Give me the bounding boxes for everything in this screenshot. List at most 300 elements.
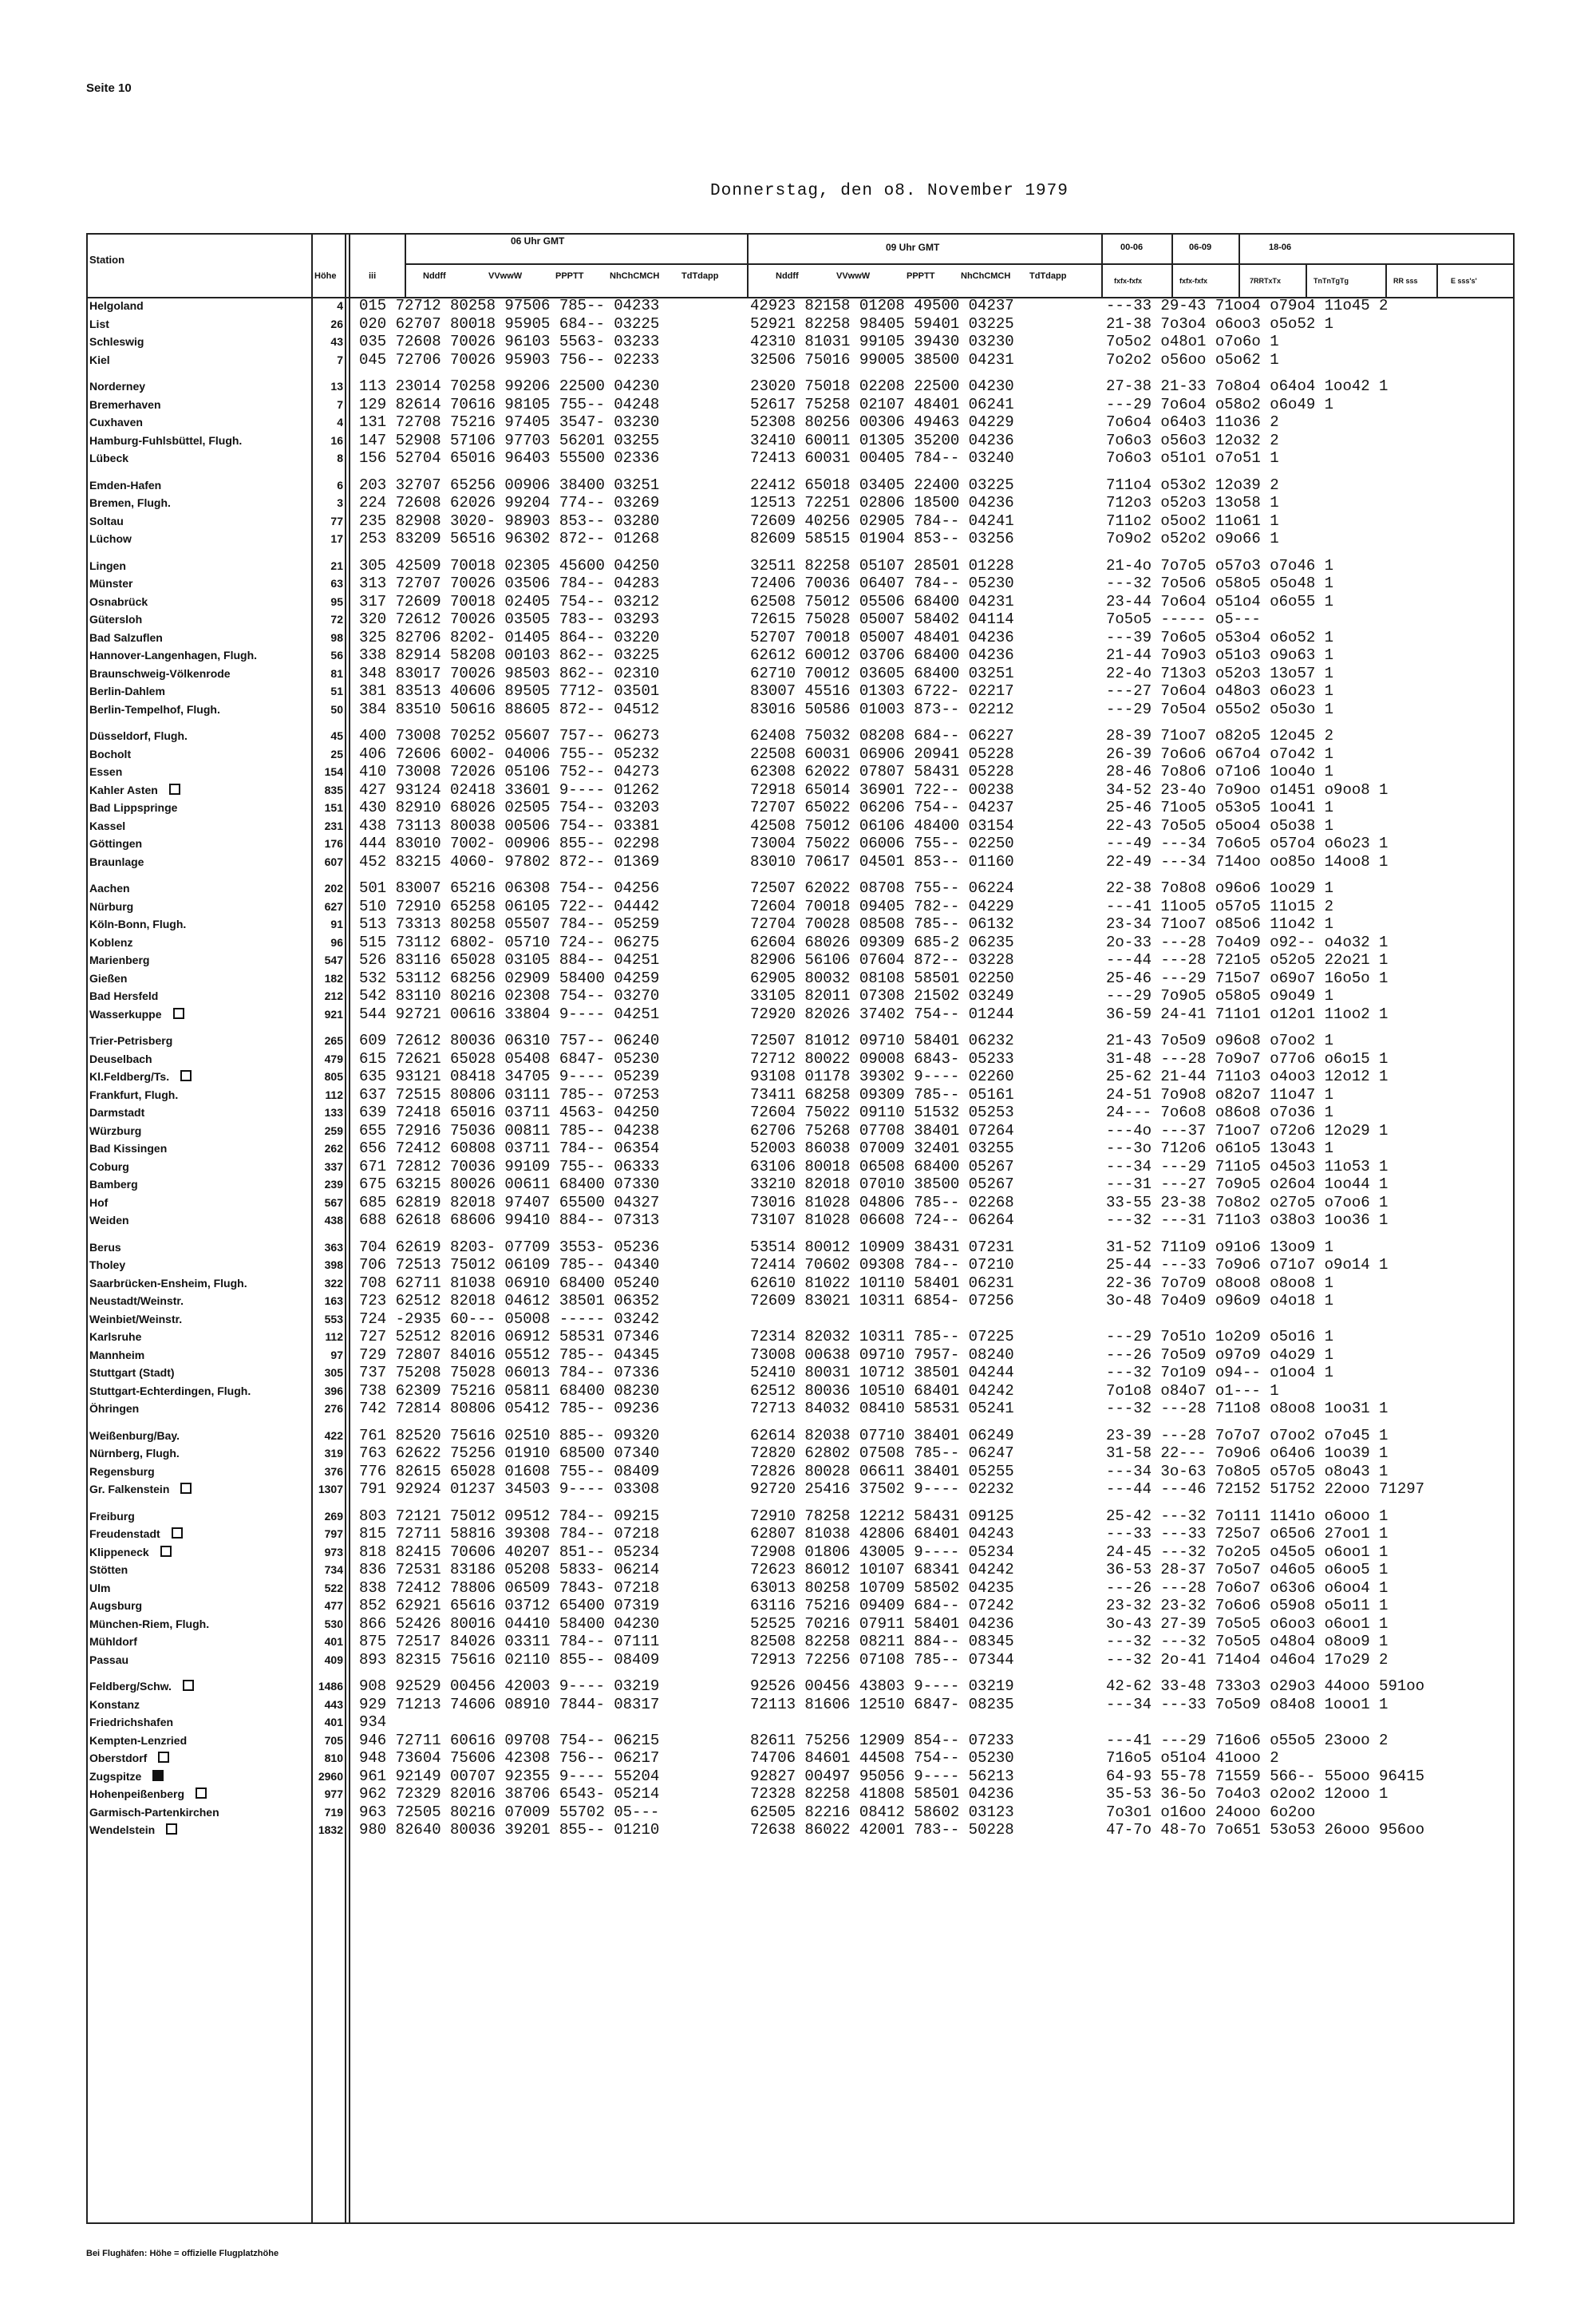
station-label: München-Riem, Flugh. xyxy=(89,1617,210,1630)
station-height: 133 xyxy=(324,1106,343,1119)
station-label: Kiel xyxy=(89,353,110,366)
station-label: Mannheim xyxy=(89,1348,145,1361)
extremes-values: ---34 ---29 711o5 o45o3 11o53 1 xyxy=(1106,1157,1389,1175)
filled-square-icon xyxy=(152,1770,164,1781)
obs-06-values: 706 72513 75012 06109 785-- 04340 xyxy=(359,1256,660,1274)
station-label: Cuxhaven xyxy=(89,416,143,429)
report-date: Donnerstag, den o8. November 1979 xyxy=(710,182,1069,200)
obs-06-values: 325 82706 8202- 01405 864-- 03220 xyxy=(359,628,660,646)
station-label: Göttingen xyxy=(89,837,143,850)
station-height: 376 xyxy=(324,1464,343,1478)
obs-06-values: 317 72609 70018 02405 754-- 03212 xyxy=(359,592,660,610)
obs-06-values: 129 82614 70616 98105 755-- 04248 xyxy=(359,395,660,413)
station-height: 51 xyxy=(330,685,343,697)
obs-06-values: 948 73604 75606 42308 756-- 06217 xyxy=(359,1749,660,1767)
station-label: Oberstdorf xyxy=(89,1752,148,1764)
obs-06-values: 729 72807 84016 05512 785-- 04345 xyxy=(359,1345,660,1364)
group-gap xyxy=(359,1023,659,1032)
obs-09-values: 73016 81028 04806 785-- 02268 xyxy=(750,1193,1014,1211)
extremes-values: 712o3 o52o3 13o58 1 xyxy=(1106,494,1279,512)
station-name xyxy=(86,1140,311,1158)
station-label: Norderney xyxy=(89,380,146,393)
station-height: 1307 xyxy=(318,1483,343,1495)
station-name xyxy=(86,1068,311,1086)
group-gap xyxy=(86,1230,311,1238)
obs-09-values: 23020 75018 02208 22500 04230 xyxy=(750,377,1014,395)
station-label: Deuselbach xyxy=(89,1052,152,1065)
extremes-values: ---32 ---28 711o8 o8oo8 1oo31 1 xyxy=(1106,1400,1389,1417)
obs-09-values: 72414 70602 09308 784-- 07210 xyxy=(750,1256,1014,1274)
extremes-values: 25-46 ---29 715o7 o69o7 16o5o 1 xyxy=(1106,969,1389,987)
station-height: 265 xyxy=(324,1034,343,1047)
obs-09-values: 52410 80031 10712 38501 04244 xyxy=(750,1364,1014,1381)
station-label: Bad Salzuflen xyxy=(89,630,163,644)
group-gap xyxy=(86,871,311,879)
obs-06-values: 838 72412 78806 06509 7843- 07218 xyxy=(359,1578,660,1597)
rule-iii xyxy=(405,233,406,297)
station-label: Helgoland xyxy=(89,299,144,312)
extremes-values: 3o-48 7o4o9 o96o9 o4o18 1 xyxy=(1106,1292,1334,1309)
obs-06-values: 818 82415 70606 40207 851-- 05234 xyxy=(359,1543,660,1561)
header-period-18-06: 18-06 xyxy=(1269,243,1292,252)
extremes-values: 36-53 28-37 7o5o7 o46o5 o6oo5 1 xyxy=(1106,1561,1389,1578)
extremes-values: 711o2 o5oo2 11o61 1 xyxy=(1106,512,1279,530)
station-height: 3 xyxy=(337,496,343,509)
station-name xyxy=(86,512,311,531)
station-label: Hohenpeißenberg xyxy=(89,1787,185,1800)
group-gap xyxy=(86,718,311,727)
obs-09-values: 52921 82258 98405 59401 03225 xyxy=(750,314,1014,333)
station-height: 7 xyxy=(337,353,343,366)
extremes-values: 23-34 71oo7 o85o6 11o42 1 xyxy=(1106,915,1334,933)
obs-06-values: 962 72329 82016 38706 6543- 05214 xyxy=(359,1785,660,1803)
group-gap xyxy=(1106,1499,1424,1507)
extremes-values: ---29 7o6o4 o58o2 o6o49 1 xyxy=(1106,395,1334,413)
station-name xyxy=(86,593,311,611)
obs-06-values: 655 72916 75036 00811 785-- 04238 xyxy=(359,1121,660,1140)
station-label: Lübeck xyxy=(89,452,129,464)
station-name xyxy=(86,1749,311,1768)
rule-height xyxy=(345,233,346,2224)
extremes-values: 23-39 ---28 7o7o7 o7oo2 o7o45 1 xyxy=(1106,1426,1389,1444)
extremes-values: ---4o ---37 71oo7 o72o6 12o29 1 xyxy=(1106,1121,1389,1140)
station-height: 401 xyxy=(324,1635,343,1648)
extremes-values: 24--- 7o6o8 o86o8 o7o36 1 xyxy=(1106,1104,1334,1121)
obs-06-values: 635 93121 08418 34705 9---- 05239 xyxy=(359,1068,660,1085)
obs-06-values: 510 72910 65258 06105 722-- 04442 xyxy=(359,897,660,915)
station-label: Hamburg-Fuhlsbüttel, Flugh. xyxy=(89,433,243,447)
square-icon xyxy=(166,1823,177,1835)
obs-06-values: 708 62711 81038 06910 68400 05240 xyxy=(359,1274,660,1292)
station-height: 530 xyxy=(324,1617,343,1630)
station-label: Aachen xyxy=(89,882,130,895)
station-name xyxy=(86,763,311,781)
obs-09-values: 72638 86022 42001 783-- 50228 xyxy=(750,1821,1014,1839)
obs-09-values: 72707 65022 06206 754-- 04237 xyxy=(750,799,1014,816)
station-height: 319 xyxy=(324,1447,343,1460)
extremes-values: 42-62 33-48 733o3 o29o3 44ooo 591oo xyxy=(1106,1677,1425,1695)
station-height: 269 xyxy=(324,1509,343,1523)
obs-09-values xyxy=(750,1713,1014,1732)
station-name xyxy=(86,610,311,629)
group-gap xyxy=(313,1023,343,1032)
obs-09-values: 62706 75268 07708 38401 07264 xyxy=(750,1121,1014,1140)
obs-09-values: 72413 60031 00405 784-- 03240 xyxy=(750,449,1014,467)
extremes-values: ---34 ---33 7o5o9 o84o8 1ooo1 1 xyxy=(1106,1695,1389,1713)
station-height: 43 xyxy=(330,335,343,348)
station-height: 396 xyxy=(324,1384,343,1397)
station-label: Nürnberg, Flugh. xyxy=(89,1447,180,1460)
group-gap xyxy=(313,1669,343,1677)
station-height: 77 xyxy=(330,514,343,527)
station-name xyxy=(86,727,311,745)
extremes-values: 7o6o4 o64o3 11o36 2 xyxy=(1106,413,1279,431)
obs-09-values: 83010 70617 04501 853-- 01160 xyxy=(750,852,1014,871)
station-label: Emden-Hafen xyxy=(89,478,162,492)
obs-09-values: 72609 83021 10311 6854- 07256 xyxy=(750,1292,1014,1309)
extremes-values: 26-39 7o6o6 o67o4 o7o42 1 xyxy=(1106,745,1334,763)
group-gap xyxy=(1106,718,1424,727)
group-gap xyxy=(313,1230,343,1238)
obs-06-values: 836 72531 83186 05208 5833- 06214 xyxy=(359,1561,660,1578)
group-gap xyxy=(750,1418,1014,1427)
obs-06-values: 156 52704 65016 96403 55500 02336 xyxy=(359,449,660,467)
station-name xyxy=(86,835,311,853)
station-name xyxy=(86,413,311,432)
obs-09-values: 72507 81012 09710 58401 06232 xyxy=(750,1032,1014,1049)
extremes-values: 716o5 o51o4 41ooo 2 xyxy=(1106,1749,1279,1767)
station-height: 422 xyxy=(324,1428,343,1442)
obs-06-values: 963 72505 80216 07009 55702 05--- xyxy=(359,1803,660,1821)
obs-06-values: 305 42509 70018 02305 45600 04250 xyxy=(359,556,660,575)
station-name xyxy=(86,476,311,495)
obs-06-values: 384 83510 50616 88605 872-- 04512 xyxy=(359,700,660,718)
station-label: Bamberg xyxy=(89,1178,138,1191)
station-name xyxy=(86,1310,311,1329)
station-height: 212 xyxy=(324,990,343,1002)
group-gap xyxy=(313,1418,343,1427)
obs-09-values: 72712 80022 09008 6843- 05233 xyxy=(750,1049,1014,1068)
group-gap xyxy=(86,369,311,377)
obs-09-values: 62710 70012 03605 68400 03251 xyxy=(750,664,1014,682)
obs-09-values: 74706 84601 44508 754-- 05230 xyxy=(750,1749,1014,1767)
header-iii: iii xyxy=(369,271,377,281)
page-number: Seite 10 xyxy=(86,81,132,95)
obs-09-values: 62612 60012 03706 68400 04236 xyxy=(750,646,1014,664)
station-column xyxy=(86,297,311,1839)
header-09-col-5: TdTdapp xyxy=(1029,271,1067,281)
station-name xyxy=(86,701,311,719)
station-label: Weinbiet/Weinstr. xyxy=(89,1312,183,1325)
rule-p5 xyxy=(1436,263,1438,297)
station-height: 734 xyxy=(324,1563,343,1576)
group-gap xyxy=(313,1499,343,1507)
height-column xyxy=(313,297,343,1839)
station-label: Mühldorf xyxy=(89,1635,137,1648)
extremes-values: 23-44 7o6o4 o51o4 o6o55 1 xyxy=(1106,592,1334,610)
extremes-values: 31-58 22--- 7o9o6 o64o6 1oo39 1 xyxy=(1106,1444,1389,1462)
station-label: Regensburg xyxy=(89,1464,155,1478)
station-height: 17 xyxy=(330,532,343,545)
obs-09-values: 82609 58515 01904 853-- 03256 xyxy=(750,530,1014,547)
station-name xyxy=(86,781,311,800)
group-gap xyxy=(359,718,659,727)
extremes-values xyxy=(1106,1713,1424,1732)
station-height: 45 xyxy=(330,729,343,742)
station-name xyxy=(86,1274,311,1293)
station-label: Lingen xyxy=(89,559,126,572)
obs-06-values: 131 72708 75216 97405 3547- 03230 xyxy=(359,413,660,431)
header-sub-06-09: fxfx-fxfx xyxy=(1179,277,1208,285)
obs-06-values: 400 73008 70252 05607 757-- 06273 xyxy=(359,727,660,745)
extremes-values: 24-51 7o9o8 o82o7 11o47 1 xyxy=(1106,1085,1334,1104)
station-name xyxy=(86,557,311,575)
station-height: 151 xyxy=(324,801,343,814)
obs-09-values: 72908 01806 43005 9---- 05234 xyxy=(750,1543,1014,1561)
station-name xyxy=(86,1238,311,1257)
obs-06-values: 723 62512 82018 04612 38501 06352 xyxy=(359,1292,660,1309)
header-06-col-5: TdTdapp xyxy=(681,271,719,281)
obs-06-values: 688 62618 68606 99410 884-- 07313 xyxy=(359,1211,660,1229)
station-height: 797 xyxy=(324,1527,343,1540)
obs-09-values: 92526 00456 43803 9---- 03219 xyxy=(750,1677,1014,1695)
station-label: Feldberg/Schw. xyxy=(89,1680,172,1693)
group-gap xyxy=(1106,548,1424,557)
obs-06-values: 893 82315 75616 02110 855-- 08409 xyxy=(359,1650,660,1669)
station-height: 7 xyxy=(337,397,343,411)
station-height: 627 xyxy=(324,899,343,913)
obs-09-values: 62614 82038 07710 38401 06249 xyxy=(750,1426,1014,1444)
station-height: 95 xyxy=(330,595,343,608)
rule-p1 xyxy=(1171,233,1173,297)
group-gap xyxy=(359,871,659,879)
obs-09-values: 63116 75216 09409 684-- 07242 xyxy=(750,1597,1014,1614)
station-name xyxy=(86,449,311,468)
obs-09-values: 72704 70028 08508 785-- 06132 xyxy=(750,915,1014,933)
obs-06-values: 685 62819 82018 97407 65500 04327 xyxy=(359,1193,660,1211)
obs-09-values: 42923 82158 01208 49500 04237 xyxy=(750,297,1014,314)
obs-09-values: 92720 25416 37502 9---- 02232 xyxy=(750,1480,1014,1498)
header-09-col-1: Nddff xyxy=(776,271,799,281)
station-name xyxy=(86,1597,311,1615)
station-height: 322 xyxy=(324,1276,343,1290)
obs-09-values: 82906 56106 07604 872-- 03228 xyxy=(750,951,1014,969)
station-height: 163 xyxy=(324,1294,343,1307)
station-name xyxy=(86,396,311,414)
group-gap xyxy=(359,369,659,377)
station-height: 91 xyxy=(330,918,343,930)
obs-06-values: 639 72418 65016 03711 4563- 04250 xyxy=(359,1104,660,1121)
extremes-values: 7o5o5 ----- o5--- xyxy=(1106,610,1261,628)
station-name xyxy=(86,1382,311,1400)
station-height: 607 xyxy=(324,855,343,868)
group-gap xyxy=(750,468,1014,476)
station-name xyxy=(86,1463,311,1481)
extremes-values: 31-52 711o9 o91o6 13oo9 1 xyxy=(1106,1238,1334,1256)
station-height: 4 xyxy=(337,416,343,429)
station-name xyxy=(86,1507,311,1526)
station-label: Ulm xyxy=(89,1581,111,1594)
extremes-values: ---31 ---27 7o9o5 o26o4 1oo44 1 xyxy=(1106,1175,1389,1193)
extremes-values: 33-55 23-38 7o8o2 o27o5 o7oo6 1 xyxy=(1106,1193,1389,1211)
obs-09-values: 42508 75012 06106 48400 03154 xyxy=(750,816,1014,835)
station-label: Kahler Asten xyxy=(89,783,158,796)
square-icon xyxy=(196,1787,207,1799)
header-06-col-3: PPPTT xyxy=(555,271,584,281)
obs-09-values: 32511 82258 05107 28501 01228 xyxy=(750,556,1014,575)
header-09-col-3: PPPTT xyxy=(907,271,935,281)
station-label: Berus xyxy=(89,1240,121,1254)
obs-09-values: 72314 82032 10311 785-- 07225 xyxy=(750,1328,1014,1345)
extremes-values: ---32 ---31 711o3 o38o3 1oo36 1 xyxy=(1106,1211,1389,1229)
extremes-values: ---39 7o6o5 o53o4 o6o52 1 xyxy=(1106,628,1334,646)
extremes-values: 34-52 23-4o 7o9oo o1451 o9oo8 1 xyxy=(1106,780,1389,799)
station-height: 26 xyxy=(330,317,343,330)
obs-09-values: 52308 80256 00306 49463 04229 xyxy=(750,413,1014,431)
station-name xyxy=(86,817,311,835)
obs-09-values: 42310 81031 99105 39430 03230 xyxy=(750,333,1014,350)
obs-09-values: 52707 70018 05007 48401 04236 xyxy=(750,628,1014,646)
station-name xyxy=(86,1211,311,1230)
station-height: 4 xyxy=(337,299,343,312)
obs-09-values: 62610 81022 10110 58401 06231 xyxy=(750,1274,1014,1292)
station-height: 154 xyxy=(324,765,343,778)
obs-06-values: 815 72711 58816 39308 784-- 07218 xyxy=(359,1525,660,1543)
obs-06-values: 615 72621 65028 05408 6847- 05230 xyxy=(359,1049,660,1068)
obs-09-values: 72604 75022 09110 51532 05253 xyxy=(750,1104,1014,1121)
obs-06-values: 113 23014 70258 99206 22500 04230 xyxy=(359,377,660,395)
extremes-values: 7o6o3 o51o1 o7o51 1 xyxy=(1106,449,1279,467)
station-height: 81 xyxy=(330,666,343,680)
obs-06-values: 501 83007 65216 06308 754-- 04256 xyxy=(359,879,660,897)
group-gap xyxy=(359,548,659,557)
station-height: 921 xyxy=(324,1007,343,1021)
station-name xyxy=(86,1364,311,1382)
obs-06-values: 738 62309 75216 05811 68400 08230 xyxy=(359,1381,660,1400)
extremes-values: 7o1o8 o84o7 o1--- 1 xyxy=(1106,1381,1279,1400)
obs-09-values: 62512 80036 10510 68401 04242 xyxy=(750,1381,1014,1400)
obs-06-values: 438 73113 80038 00506 754-- 03381 xyxy=(359,816,660,835)
extremes-values: 64-93 55-78 71559 566-- 55ooo 96415 xyxy=(1106,1767,1425,1785)
obs-06-values: 609 72612 80036 06310 757-- 06240 xyxy=(359,1032,660,1049)
station-height: 176 xyxy=(324,837,343,850)
extremes-values: ---44 ---46 72152 51752 22ooo 71297 xyxy=(1106,1480,1425,1498)
station-label: Tholey xyxy=(89,1258,126,1271)
station-label: Freiburg xyxy=(89,1509,135,1523)
obs-06-values: 427 93124 02418 33601 9---- 01262 xyxy=(359,780,660,799)
station-height: 1832 xyxy=(318,1823,343,1836)
group-gap xyxy=(86,548,311,557)
obs-09-values: 73004 75022 06006 755-- 02250 xyxy=(750,835,1014,852)
station-name xyxy=(86,1346,311,1365)
obs-06-values: 452 83215 4060- 97802 872-- 01369 xyxy=(359,852,660,871)
obs-09-values: 53514 80012 10909 38431 07231 xyxy=(750,1238,1014,1256)
station-label: Bad Lippspringe xyxy=(89,801,178,814)
station-height: 96 xyxy=(330,935,343,949)
group-gap xyxy=(313,718,343,727)
station-name xyxy=(86,1104,311,1122)
extremes-values: 36-59 24-41 711o1 o12o1 11oo2 1 xyxy=(1106,1005,1389,1023)
station-name xyxy=(86,1050,311,1069)
station-label: Stuttgart (Stadt) xyxy=(89,1366,175,1379)
station-name xyxy=(86,1543,311,1562)
station-name xyxy=(86,1444,311,1463)
station-height: 97 xyxy=(330,1348,343,1361)
obs-09-values: 72609 40256 02905 784-- 04241 xyxy=(750,512,1014,530)
station-height: 305 xyxy=(324,1366,343,1379)
group-gap xyxy=(86,468,311,476)
obs-06-values: 961 92149 00707 92355 9---- 55204 xyxy=(359,1767,660,1785)
obs-09-values: 22508 60031 06906 20941 05228 xyxy=(750,745,1014,763)
obs-09-values: 72910 78258 12212 58431 09125 xyxy=(750,1507,1014,1525)
rule-header-mid xyxy=(405,263,1515,265)
extremes-values: ---29 7o51o 1o2o9 o5o16 1 xyxy=(1106,1328,1334,1345)
station-height: 112 xyxy=(325,1330,343,1343)
station-label: Stuttgart-Echterdingen, Flugh. xyxy=(89,1384,251,1397)
station-label: Friedrichshafen xyxy=(89,1716,174,1728)
group-gap xyxy=(313,369,343,377)
extremes-values: 21-44 7o9o3 o51o3 o9o63 1 xyxy=(1106,646,1334,664)
header-time-06: 06 Uhr GMT xyxy=(511,235,565,247)
station-label: Hof xyxy=(89,1195,109,1209)
station-name xyxy=(86,1677,311,1696)
obs-09-values: 72820 62802 07508 785-- 06247 xyxy=(750,1444,1014,1462)
obs-09-values: 73107 81028 06608 724-- 06264 xyxy=(750,1211,1014,1229)
station-height: 98 xyxy=(330,630,343,644)
header-sub-18-06: 7RRTxTx xyxy=(1250,277,1282,285)
obs-06-values: 929 71213 74606 08910 7844- 08317 xyxy=(359,1695,660,1713)
extremes-values xyxy=(1106,1310,1424,1329)
station-name xyxy=(86,799,311,817)
group-gap xyxy=(313,871,343,879)
rule-p2 xyxy=(1238,233,1240,297)
group-gap xyxy=(750,718,1014,727)
obs-06-values: 724 -2935 60--- 05008 ----- 03242 xyxy=(359,1309,660,1328)
extremes-values: 7o6o3 o56o3 12o32 2 xyxy=(1106,431,1279,449)
obs-06-values: 866 52426 80016 04410 58400 04230 xyxy=(359,1614,660,1633)
group-gap xyxy=(86,1669,311,1677)
obs-06-values: 015 72712 80258 97506 785-- 04233 xyxy=(359,297,660,314)
station-height: 21 xyxy=(330,559,343,572)
extremes-values: 47-7o 48-7o 7o651 53o53 26ooo 956oo xyxy=(1106,1821,1425,1839)
obs-09-values: 72826 80028 06611 38401 05255 xyxy=(750,1462,1014,1480)
header-period-06-09: 06-09 xyxy=(1189,243,1212,252)
extremes-values: 21-4o 7o7o5 o57o3 o7o46 1 xyxy=(1106,556,1334,575)
square-icon xyxy=(158,1752,169,1763)
station-name xyxy=(86,1803,311,1822)
station-label: Weißenburg/Bay. xyxy=(89,1428,180,1442)
extremes-values: ---32 2o-41 714o4 o46o4 17o29 2 xyxy=(1106,1650,1389,1669)
station-name xyxy=(86,1158,311,1176)
group-gap xyxy=(1106,1418,1424,1427)
station-height: 363 xyxy=(324,1240,343,1254)
station-name xyxy=(86,646,311,665)
obs-09-values: 52525 70216 07911 58401 04236 xyxy=(750,1614,1014,1633)
station-name xyxy=(86,1480,311,1499)
group-gap xyxy=(86,1499,311,1507)
extremes-values: ---26 ---28 7o6o7 o63o6 o6oo4 1 xyxy=(1106,1578,1389,1597)
obs-06-values: 430 82910 68026 02505 754-- 03203 xyxy=(359,799,660,816)
obs-06-values: 348 83017 70026 98503 862-- 02310 xyxy=(359,664,660,682)
station-name xyxy=(86,1633,311,1651)
station-height: 705 xyxy=(324,1733,343,1747)
obs-06-values: 776 82615 65028 01608 755-- 08409 xyxy=(359,1462,660,1480)
square-icon xyxy=(180,1483,192,1494)
obs-09-values: 62807 81038 42806 68401 04243 xyxy=(750,1525,1014,1543)
extremes-values: 21-38 7o3o4 o6oo3 o5o52 1 xyxy=(1106,314,1334,333)
obs-06-values: 020 62707 80018 95905 684-- 03225 xyxy=(359,314,660,333)
extremes-values: 25-62 21-44 711o3 o4oo3 12o12 1 xyxy=(1106,1068,1389,1085)
